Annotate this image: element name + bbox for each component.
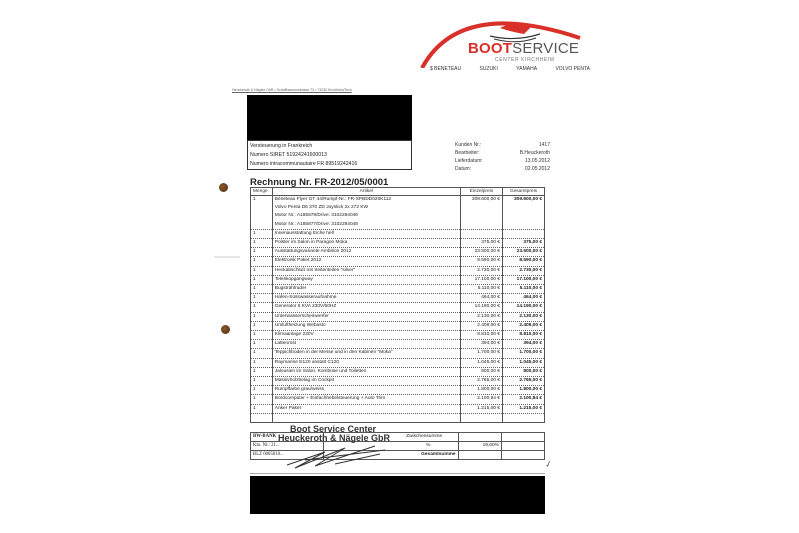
row-unit-price: 2.130,00 € [460,312,502,321]
subtotal-unit-cell [458,433,501,442]
subtotal-label: Zwischensumme [324,433,459,442]
row-total-price [502,204,544,212]
meta-date: Datum: 02.05.2012 [455,166,550,172]
row-article: Umluftheizung Webasto [272,321,460,330]
row-article: Raymarine E120 anstatt C120 [272,358,460,367]
row-unit-price: 1.215,00 € [460,404,502,413]
row-qty: 1 [251,395,273,404]
row-unit-price: 1.045,00 € [460,358,502,367]
tax-info-box [247,140,412,170]
row-unit-price: 2.409,00 € [460,321,502,330]
row-unit-price [460,413,502,422]
grand-total-unit-cell [458,451,501,460]
logo-title: BOOTSERVICE [468,40,580,57]
table-row [251,239,545,248]
col-article: Artikel [272,188,460,196]
row-total-price: 17.100,00 € [502,275,544,284]
row-qty: 1 [251,257,273,266]
bank-account: Kto. Nr.: 21... [251,442,324,451]
meta-clerk: Bearbeiter: B.Heuckeroth [455,150,550,156]
vat-rate: 19,60% [458,442,501,451]
row-qty: 1 [251,303,273,312]
row-qty: 1 [251,294,273,303]
row-article: Lattenrost [272,340,460,349]
table-row [251,196,545,205]
row-unit-price: 5.110,00 € [460,285,502,294]
table-row [251,404,545,413]
row-total-price: 1.800,00 € [502,386,544,395]
row-article: Ausstattungsvariante Ambition 2012 [272,248,460,257]
table-row [251,340,545,349]
row-qty: 1 [251,358,273,367]
grand-total-value [501,451,544,460]
row-total-price: 1.215,00 € [502,404,544,413]
row-unit-price [460,204,502,212]
row-total-price [502,221,544,230]
table-row [251,358,545,367]
row-article: Hafen-Süsswasseraufnahme [272,294,460,303]
row-qty: 1 [251,367,273,376]
table-row [251,248,545,257]
row-qty: 1 [251,377,273,386]
meta-customer-no: Kunden Nr.: 1417 [455,142,550,148]
checkmark-icon: ✓ [543,458,554,470]
row-article: Motor Nr.: A185877/Drive: 3102284048 [272,221,460,230]
row-qty: 1 [251,196,273,205]
row-unit-price [460,221,502,230]
table-row [251,285,545,294]
subtotal-value [501,433,544,442]
row-total-price: 2.100,84 € [502,395,544,404]
tax-line-3: Numero intracommunautaire FR 89519242416 [250,161,358,167]
row-qty: 1 [251,285,273,294]
brand-logos [430,66,590,72]
row-qty: 1 [251,266,273,275]
logo-subtitle: CENTER KIRCHHEIM [495,57,555,63]
row-total-price: 8.590,00 € [502,257,544,266]
row-qty [251,221,273,230]
table-row [251,377,545,386]
table-row [251,349,545,358]
company-stamp-line-2: Heuckeroth & Nägele GbR [278,433,391,443]
row-article: Jalousien im Salon, Kombüse und Toiletten [272,367,460,376]
row-unit-price: 17.100,00 € [460,275,502,284]
invoice-title: Rechnung Nr. FR-2012/05/0001 [250,177,389,188]
row-total-price: 2.730,00 € [502,266,544,275]
row-unit-price: 1.700,00 € [460,349,502,358]
table-row [251,331,545,340]
row-qty [251,204,273,212]
row-article: Bugstrahlruder [272,285,460,294]
table-row [251,204,545,212]
row-qty: 1 [251,321,273,330]
col-unit-price: Einzelpreis [460,188,502,196]
row-article: Rumpffarbe grau/weiss [272,386,460,395]
col-qty: Menge [251,188,273,196]
table-row [251,221,545,230]
row-total-price: 5.110,00 € [502,285,544,294]
row-qty: 1 [251,331,273,340]
table-row [251,312,545,321]
tax-line-1: Versteuerung in Frankreich [250,143,313,149]
row-article: Klimaanlage 230V [272,331,460,340]
row-qty: 1 [251,239,273,248]
row-qty: 1 [251,340,273,349]
row-unit-price [460,212,502,220]
row-total-price: 8.810,00 € [502,331,544,340]
row-qty: 1 [251,229,273,238]
yamaha-logo: YAMAHA [516,66,538,72]
row-qty [251,413,273,422]
row-unit-price: 2.765,00 € [460,377,502,386]
row-qty [251,212,273,220]
row-unit-price: 800,00 € [460,367,502,376]
row-total-price [502,212,544,220]
row-total-price: 800,00 € [502,367,544,376]
bank-name: BW-BANK [251,433,324,442]
table-row [251,367,545,376]
punch-hole-top [219,183,228,192]
row-unit-price: 2.100,84 € [460,395,502,404]
row-qty: 1 [251,312,273,321]
row-article: Anker Paket [272,404,460,413]
row-unit-price: 8.810,00 € [460,331,502,340]
row-article: Volvo Penta D6 370 ZD Joystick 2x 272 KW [272,204,460,212]
table-row [251,275,545,284]
row-article: Bordcomputer + Einfachhebelsteuerung + Auto Trim [272,395,460,404]
table-row [251,229,545,238]
row-unit-price: 8.590,00 € [460,257,502,266]
vat-label: % [324,442,459,451]
row-qty: 1 [251,386,273,395]
table-row [251,303,545,312]
redacted-recipient-address [247,95,412,140]
row-total-price: 23.500,00 € [502,248,544,257]
table-row [251,212,545,220]
row-unit-price: 23.500,00 € [460,248,502,257]
table-row [251,413,545,422]
table-row [251,266,545,275]
row-total-price [502,413,544,422]
table-row [251,321,545,330]
beneteau-logo: $ BENETEAU [430,66,462,72]
table-row [251,294,545,303]
volvo-penta-logo: VOLVO PENTA [555,66,590,72]
row-qty: 1 [251,248,273,257]
col-total-price: Gesamtpreis [502,188,544,196]
row-unit-price: 375,00 € [460,239,502,248]
row-total-price: 375,00 € [502,239,544,248]
row-qty: 1 [251,275,273,284]
row-article: Innenausstattung Eiche hell [272,229,460,238]
row-article: Massivholzbelag im Cockpit [272,377,460,386]
row-unit-price: 309.600,00 € [460,196,502,205]
row-article: Motor Nr.: A185878/Drive: 3102284046 [272,212,460,220]
company-stamp-line-1: Boot Service Center [290,424,377,434]
company-logo [420,8,590,78]
suzuki-logo: SUZUKI [479,66,498,72]
row-article [272,413,460,422]
row-total-price: 309.600,00 € [502,196,544,205]
table-header [251,188,545,196]
grand-total-label: Gesamtsumme [324,451,459,460]
bank-blz: BLZ 6005010... [251,451,324,460]
fold-mark [214,256,240,258]
row-qty: 1 [251,404,273,413]
row-total-price: 2.130,00 € [502,312,544,321]
row-article: Teleskopgangway [272,275,460,284]
row-article: Elektronik Paket 2012 [272,257,460,266]
table-row [251,395,545,404]
row-total-price [502,229,544,238]
tax-line-2: Numero SIRET 51924241600013 [250,152,327,158]
row-total-price: 1.700,00 € [502,349,544,358]
row-article: Bénéteau Flyer GT 44/Rumpf-Nr.: FR-SPBDD020K112 [272,196,460,205]
row-unit-price: 1.800,00 € [460,386,502,395]
redacted-footer [250,476,545,514]
row-unit-price: 464,00 € [460,294,502,303]
invoice-meta [455,141,550,173]
row-unit-price: 2.730,00 € [460,266,502,275]
punch-hole-bottom [221,325,230,334]
row-article: Teppichboden in der Messe und in den Kabinen "Moka" [272,349,460,358]
row-total-price: 1.045,00 € [502,358,544,367]
row-total-price: 2.765,00 € [502,377,544,386]
row-unit-price: 14.190,00 € [460,303,502,312]
row-article: Polster im Salon in Paragon Moka [272,239,460,248]
row-qty: 1 [251,349,273,358]
row-article: Unterwasserscheinwerfer [272,312,460,321]
row-total-price: 14.190,00 € [502,303,544,312]
row-article: Generator 6 KVA 230V/50HZ [272,303,460,312]
row-total-price: 2.409,00 € [502,321,544,330]
row-total-price: 464,00 € [502,294,544,303]
row-unit-price: 394,00 € [460,340,502,349]
cut-line [250,473,545,474]
row-total-price: 394,00 € [502,340,544,349]
vat-value [501,442,544,451]
table-row [251,386,545,395]
invoice-items-table [250,187,545,423]
sender-address-line: Heuckeroth & Nägele GbR • Schaffhausenstrasse 73 • 73230 Kirchheim/Teck [232,88,352,92]
table-row [251,257,545,266]
row-unit-price [460,229,502,238]
signature-scribble-icon [285,440,395,470]
row-article: Heckabschluß mit Seitenteilen "silver" [272,266,460,275]
meta-delivery-date: Lieferdatum: 13.05.2012 [455,158,550,164]
